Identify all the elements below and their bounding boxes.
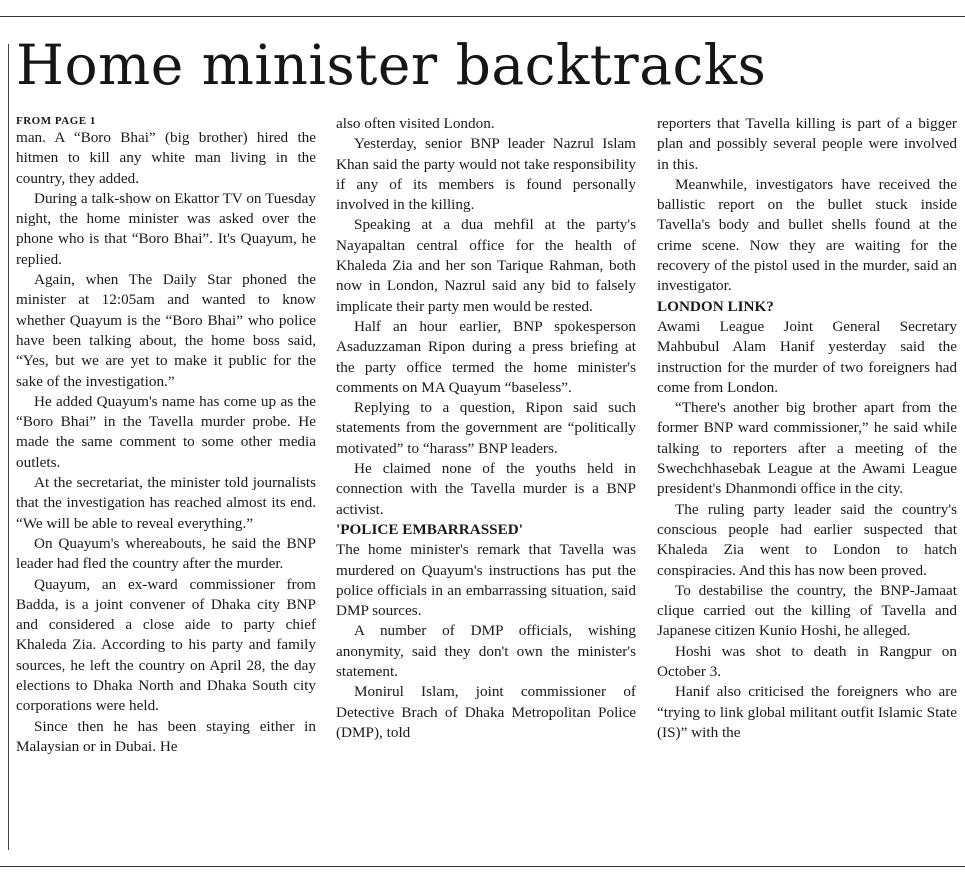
- paragraph: He added Quayum's name has come up as the “Boro Bhai” in the Tavella murder probe. He made the same comment to some other media outlets.: [16, 392, 316, 471]
- paragraph: Half an hour earlier, BNP spokesperson Asaduzzaman Ripon during a press briefing at the party office termed the home minister's comments on MA Quayum “baseless”.: [336, 317, 636, 396]
- paragraph: Replying to a question, Ripon said such statements from the government are “politically motivated” to “harass” BNP leaders.: [336, 399, 636, 457]
- paragraph: During a talk-show on Ekattor TV on Tuesday night, the home minister was asked over the phone who is that “Boro Bhai”. It's Quayum, he replied.: [16, 189, 316, 268]
- subhead-london-link: LONDON LINK?: [657, 297, 774, 315]
- paragraph: Monirul Islam, joint commissioner of Detective Brach of Dhaka Metropolitan Police (DMP), told: [336, 683, 636, 741]
- paragraph: man. A “Boro Bhai” (big brother) hired the hitmen to kill any white man living in the country, they added.: [16, 129, 316, 187]
- paragraph: Meanwhile, investigators have received the ballistic report on the bullet stuck inside Tavella's body and bullet shells found at the crime scene. Now they are waiting for the recovery of the pistol used in the murder, said an investigator.: [657, 175, 957, 295]
- paragraph: A number of DMP officials, wishing anonymity, said they don't own the minister's statement.: [336, 622, 636, 681]
- paragraph: reporters that Tavella killing is part of a bigger plan and possibly several people were involved in this.: [657, 115, 957, 173]
- paragraph: Speaking at a dua mehfil at the party's Nayapaltan central office for the health of Khaleda Zia and her son Tarique Rahman, both now in London, Nazrul said any bid to falsely implicate their party men would be rested.: [336, 216, 636, 315]
- paragraph: Again, when The Daily Star phoned the minister at 12:05am and wanted to know whether Quayum is the “Boro Bhai” who police have been talking about, the home boss said, “Yes, but we are yet to make it public for the sake of the investigation.”: [16, 271, 316, 390]
- paragraph: Quayum, an ex-ward commissioner from Badda, is a joint convener of Dhaka city BNP and considered a close aide to party chief Khaleda Zia. According to his party and family sources, he left the country on April 28, the day elections to Dhaka North and Dhaka South city corporations were held.: [16, 575, 316, 715]
- top-rule: [0, 16, 965, 17]
- bottom-rule: [0, 866, 965, 867]
- paragraph: also often visited London.: [336, 115, 495, 132]
- paragraph: Hoshi was shot to death in Rangpur on October 3.: [657, 642, 957, 681]
- paragraph: Awami League Joint General Secretary Mahbubul Alam Hanif yesterday said the instruction for the murder of two foreigners had come from London.: [657, 317, 957, 396]
- paragraph: Since then he has been staying either in Malaysian or in Dubai. He: [16, 717, 316, 755]
- paragraph: On Quayum's whereabouts, he said the BNP leader had fled the country after the murder.: [16, 534, 316, 573]
- paragraph: The ruling party leader said the country's conscious people had earlier suspected that Khaleda Zia went to London to hatch conspiracies. And this has now been proved.: [657, 500, 957, 579]
- paragraph: At the secretariat, the minister told journalists that the investigation has reached almost its end. “We will be able to reveal everything.”: [16, 474, 316, 532]
- column-3: [657, 114, 957, 743]
- paragraph: Yesterday, senior BNP leader Nazrul Islam Khan said the party would not take responsibility if any of its members is found personally involved in the killing.: [336, 135, 636, 214]
- subhead-police-embarrassed: 'POLICE EMBARRASSED': [336, 520, 523, 538]
- headline: Home minister backtracks: [16, 33, 767, 97]
- column-1: [16, 114, 316, 757]
- column-2: [336, 114, 636, 743]
- paragraph: The home minister's remark that Tavella was murdered on Quayum's instructions has put the police officials in an embarrassing situation, said DMP sources.: [336, 541, 636, 620]
- paragraph: To destabilise the country, the BNP-Jamaat clique carried out the killing of Tavella and Japanese citizen Kunio Hoshi, he alleged.: [657, 581, 957, 640]
- paragraph: He claimed none of the youths held in connection with the Tavella murder is a BNP activist.: [336, 460, 636, 518]
- left-column-rule: [8, 44, 9, 850]
- paragraph: Hanif also criticised the foreigners who are “trying to link global militant outfit Islamic State (IS)” with the: [657, 683, 957, 741]
- paragraph: “There's another big brother apart from the former BNP ward commissioner,” he said while talking to reporters after a meeting of the Swechchhasebak League at the Awami League president's Dhanmondi office in the city.: [657, 399, 957, 498]
- kicker: FROM PAGE 1: [16, 115, 96, 127]
